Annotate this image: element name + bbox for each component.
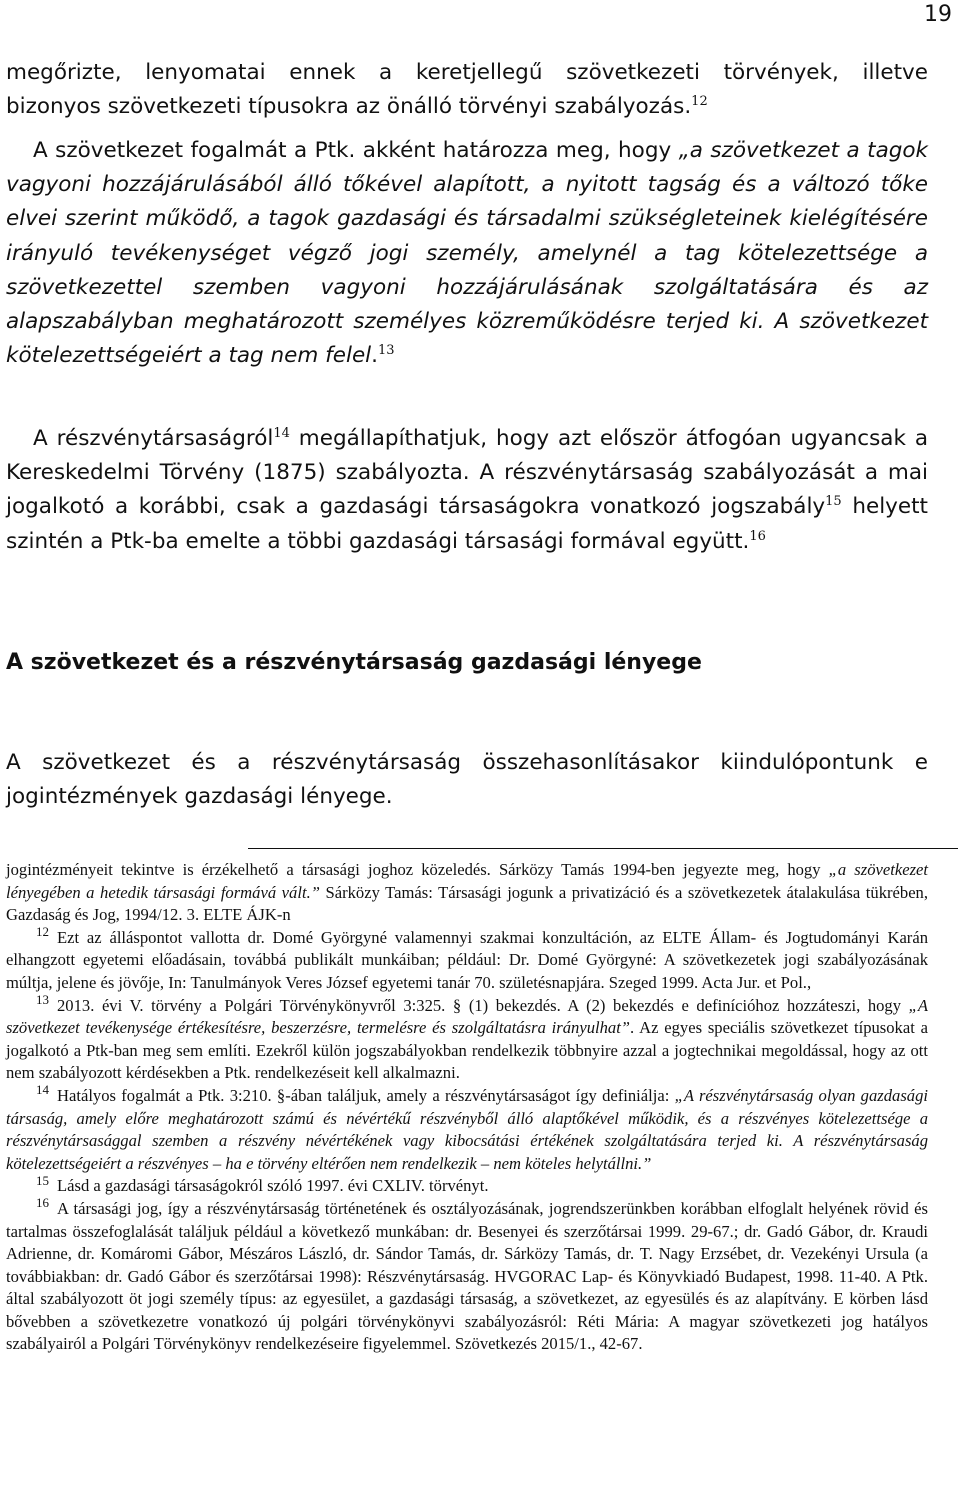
footnote-15-number: 15 [36,1172,49,1188]
section-heading: A szövetkezet és a részvénytársaság gazdasági lényege [6,650,702,675]
footnote-13-number: 13 [36,992,49,1008]
paragraph-2-end: . [371,343,378,369]
footnote-14-text: Hatályos fogalmát a Ptk. 3:210. §-ában találjuk, amely a részvénytársaságot így definiálja: [57,1085,675,1105]
footnote-continuation-text: jogintézményeit tekintve is érzékelhető a társasági joghoz közeledés. Sárközy Tamás 1994-ben jegyezte meg, hogy [6,860,829,879]
footnote-ref-16[interactable]: 16 [749,528,766,544]
paragraph-3-a: A részvénytársaságról [33,426,274,451]
footnote-ref-12[interactable]: 12 [691,94,708,110]
footnote-continuation-citation: Sárközy Tamás: Társasági jogunk a privatizáció és a szövetkezetek átalakulása tükrében, Gazdaság és Jog, 1994/12. 3. ELTE ÁJK-n [6,882,929,925]
footnotes [6,859,928,1356]
footnote-16-number: 16 [36,1195,49,1211]
cooperative-definition-quote: „a szövetkezet a tagok vagyoni hozzájárulásából álló tőkével alapított, a nyitott tagság és a változó tőke elvei szerint működő, a tagok gazdasági és társadalmi szükségleteinek kielégítésére irányuló tevékenységet végző jogi személy, amelynél a tag kötelezettsége a szövetkezettel szemben vagyoni hozzájárulásának szolgáltatására és az alapszabályban meghatározott személyes közreműködésre terjed ki. A szövetkezet kötelezettségeiért a tag nem felel [6,138,928,369]
footnote-13-text-b: . Az egyes speciális szövetkezet típusokat a jogalkotó a Ptk-ban meg sem említi. Ezekről külön jogszabályokban rendelkezik többnyire azzal a jogtechnikai megoldással, hogy az ott nem szabályozott kérdésekben a Ptk. rendelkezéseit kell alkalmazni. [6,1018,928,1083]
footnote-12-text: Ezt az álláspontot vallotta dr. Domé Györgyné valamennyi szakmai konzultáción, az ELTE Állam- és Jogtudományi Karán elhangzott egyetemi előadásain, továbbá publikált munkáiban; például: Dr. Domé Györgyné: A szövetkezetek jogi szabályozásának múltja, jelene és jövője, In: Tanulmányok Veres József egyetemi tanár 70. születésnapjára. Szeged 1999. Acta Jur. et Pol., [6,927,928,992]
footnote-15-text: Lásd a gazdasági társaságokról szóló 1997. évi CXLIV. törvényt. [57,1176,489,1196]
footnote-14 [6,1082,928,1175]
footnote-ref-13[interactable]: 13 [378,343,395,359]
paragraph-3 [6,422,928,559]
footnote-14-quote: „A részvénytársaság olyan gazdasági társaság, amely előre meghatározott számú és névértékű részvényből álló alaptőkével működik, és a részvényes kötelezettsége a részvénytársasággal szemben a részvény névértékének vagy kibocsátási értékének szolgáltatására terjed ki. A részvénytársaság kötelezettségeiért a részvényes – ha e törvény eltérően nem rendelkezik – nem köteles helytállni.” [6,1085,928,1173]
page-number: 19 [924,2,952,27]
paragraph-1-line-2: bizonyos szövetkezeti típusokra az önálló törvényi szabályozás. [6,94,692,120]
paragraph-1 [6,56,928,124]
footnote-continuation [6,859,928,927]
footnote-16 [6,1195,928,1356]
footnote-continuation-quote: „a szövetkezet lényegében a hetedik társasági formává vált.” [6,860,928,902]
footnote-12-number: 12 [36,924,49,940]
paragraph-3-c: helyett szintén a Ptk-ba emelte a többi gazdasági társasági formával együtt. [6,494,928,554]
paragraph-2 [6,134,928,373]
footnote-12 [6,924,928,995]
footnote-13 [6,992,928,1085]
footnote-ref-14[interactable]: 14 [273,425,290,441]
footnote-15 [6,1172,928,1198]
footnote-13-text-a: 2013. évi V. törvény a Polgári Törvénykönyvről 3:325. § (1) bekezdés. A (2) bekezdés e definícióhoz hozzáteszi, hogy [57,995,909,1015]
paragraph-4: A szövetkezet és a részvénytársaság összehasonlításakor kiindulópontunk e jogintézmények gazdasági lényege. [6,750,928,810]
footnote-16-text: A társasági jog, így a részvénytársaság történetének és osztályozásának, jogrendszerünkben korábban elfoglalt helyének rövid és tartalmas összefoglalását találjuk például a következő munkában: dr. Besenyei és szerzőtársai 1999. 29-67.; dr. Gadó Gábor, dr. Kraudi Adrienne, dr. Komáromi Gábor, Mészáros László, dr. Sándor Tamás, dr. Sárközy Tamás, dr. T. Nagy Erzsébet, dr. Vezekényi Ursula (a továbbiakban: dr. Gadó Gábor és szerzőtársai 1998): Részvénytársaság. HVGORAC Lap- és Könyvkiadó Budapest, 1998. 11-40. A Ptk. által szabályozott öt jogi személy típus: az egyesület, a gazdasági társaság, a szövetkezet, az egyesülés és az alapítvány. E körben lásd bővebben a szövetkezetre vonatkozó új polgári törvénykönyvi szabályozásról: Réti Mária: A magyar szövetkezeti jog hatályos szabályairól a Polgári Törvénykönyv rendelkezéseire figyelemmel. Szövetkezés 2015/1., 42-67. [6,1198,928,1354]
paragraph-3-b: megállapíthatjuk, hogy azt először átfogóan ugyancsak a Kereskedelmi Törvény (1875) szabályozta. A részvénytársaság szabályozását a mai jogalkotó a korábbi, csak a gazdasági társaságokra vonatkozó jogszabály [6,426,928,520]
footnote-13-quote: „A szövetkezet tevékenysége értékesítésre, beszerzésre, termelésre és szolgáltatásra irányulhat” [6,995,928,1038]
paragraph-2-start: A szövetkezet fogalmát a Ptk. akként határozza meg, hogy [33,138,679,163]
footnote-separator [248,848,958,849]
footnote-14-number: 14 [36,1082,49,1098]
footnote-ref-15[interactable]: 15 [825,494,842,510]
paragraph-1-line-1: megőrizte, lenyomatai ennek a keretjellegű szövetkezeti törvények, illetve [6,60,928,85]
